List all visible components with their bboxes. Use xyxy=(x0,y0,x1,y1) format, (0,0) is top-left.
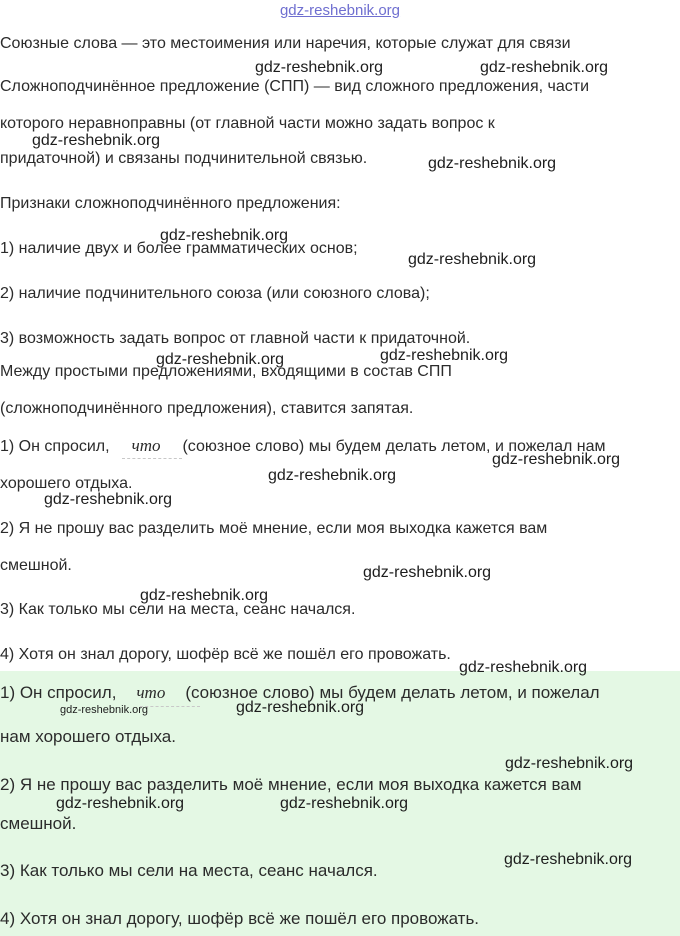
watermark: gdz-reshebnik.org xyxy=(480,59,609,76)
watermark: gdz-reshebnik.org xyxy=(60,704,149,716)
text-line: Союзные слова — это местоимения или наречия, которые служат для связи xyxy=(0,35,571,52)
watermark: gdz-reshebnik.org xyxy=(44,491,173,508)
answer-line: нам хорошего отдыха. xyxy=(0,727,176,746)
text-line: Между простыми предложениями, входящими в состав СПП xyxy=(0,363,452,380)
text-line: которого неравноправны (от главной части можно задать вопрос к xyxy=(0,115,495,132)
text-line: хорошего отдыха. xyxy=(0,475,133,492)
answer-line: 3) Как только мы сели на места, сеанс начался. xyxy=(0,861,378,880)
text-line: 3) Как только мы сели на места, сеанс начался. xyxy=(0,601,356,618)
watermark: gdz-reshebnik.org xyxy=(56,795,185,812)
watermark: gdz-reshebnik.org xyxy=(236,699,365,716)
example-1-prefix: 1) Он спросил, xyxy=(0,438,110,455)
answer-line: смешной. xyxy=(0,814,77,833)
text-line: Признаки сложноподчинённого предложения: xyxy=(0,195,341,212)
watermark: gdz-reshebnik.org xyxy=(156,351,285,368)
text-line: 2) наличие подчинительного союза (или союзного слова); xyxy=(0,285,430,302)
watermark: gdz-reshebnik.org xyxy=(408,251,537,268)
watermark: gdz-reshebnik.org xyxy=(380,347,509,364)
watermark: gdz-reshebnik.org xyxy=(280,795,409,812)
answer-1-insert: что xyxy=(136,683,166,702)
watermark: gdz-reshebnik.org xyxy=(505,755,634,772)
watermark: gdz-reshebnik.org xyxy=(459,659,588,676)
answer-line: 2) Я не прошу вас разделить моё мнение, если моя выходка кажется вам xyxy=(0,775,582,794)
example-1-insert: что xyxy=(131,436,161,455)
text-line: придаточной) и связаны подчинительной связью. xyxy=(0,150,368,167)
watermark: gdz-reshebnik.org xyxy=(32,132,161,149)
header-watermark-link[interactable]: gdz-reshebnik.org xyxy=(279,2,401,19)
answer-1-prefix: 1) Он спросил, xyxy=(0,683,117,702)
watermark: gdz-reshebnik.org xyxy=(428,155,557,172)
watermark: gdz-reshebnik.org xyxy=(140,587,269,604)
example-1-rest: (союзное слово) мы будем делать летом, и пожелал нам xyxy=(182,438,606,455)
watermark: gdz-reshebnik.org xyxy=(492,451,621,468)
text-line: (сложноподчинённого предложения), ставится запятая. xyxy=(0,400,414,417)
blank-underline xyxy=(122,458,182,460)
text-line: 2) Я не прошу вас разделить моё мнение, если моя выходка кажется вам xyxy=(0,520,548,537)
watermark: gdz-reshebnik.org xyxy=(160,227,289,244)
blank-underline xyxy=(140,706,200,708)
answer-1-rest: (союзное слово) мы будем делать летом, и пожелал xyxy=(185,683,600,702)
text-line: Сложноподчинённое предложение (СПП) — вид сложного предложения, части xyxy=(0,78,590,95)
watermark: gdz-reshebnik.org xyxy=(363,564,492,581)
text-line: 4) Хотя он знал дорогу, шофёр всё же пошёл его провожать. xyxy=(0,646,451,663)
watermark: gdz-reshebnik.org xyxy=(504,851,633,868)
text-line: 3) возможность задать вопрос от главной части к придаточной. xyxy=(0,330,471,347)
watermark: gdz-reshebnik.org xyxy=(255,59,384,76)
text-line: смешной. xyxy=(0,557,72,574)
watermark: gdz-reshebnik.org xyxy=(268,467,397,484)
text-line: 1) наличие двух и более грамматических основ; xyxy=(0,240,358,257)
answer-line: 4) Хотя он знал дорогу, шофёр всё же пошёл его провожать. xyxy=(0,909,480,928)
